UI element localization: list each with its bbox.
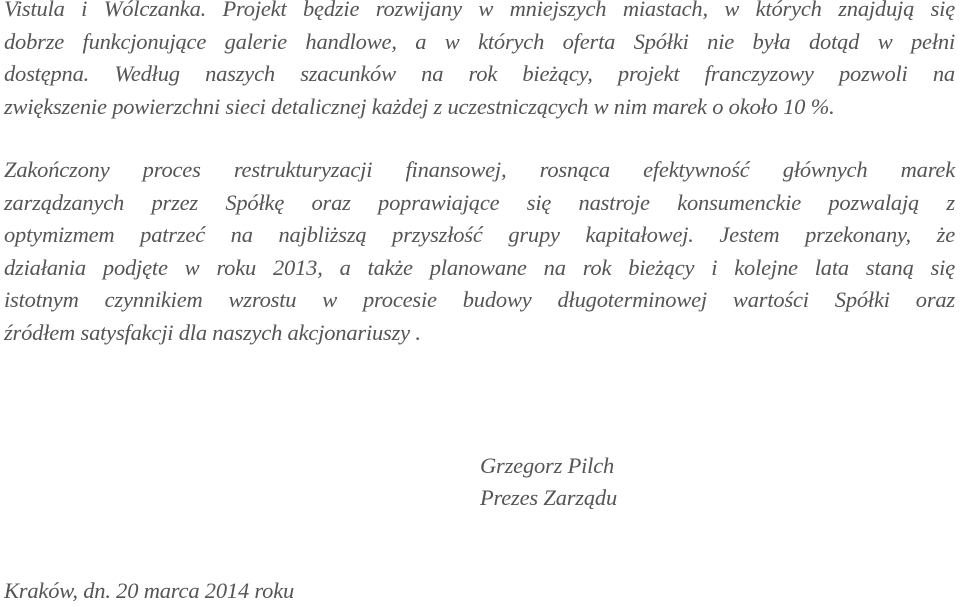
paragraph-line: zarządzanych przez Spółkę oraz poprawiające się nastroje konsumenckie pozwalają z <box>4 189 955 215</box>
paragraph-line: działania podjęte w roku 2013, a także planowane na rok bieżący i kolejne lata staną się <box>4 254 955 280</box>
paragraph-line: istotnym czynnikiem wzrostu w procesie budowy długoterminowej wartości Spółki oraz <box>4 287 955 312</box>
signatory-name: Grzegorz Pilch <box>480 453 615 478</box>
paragraph-line: Vistula i Wólczanka. Projekt będzie rozwijany w mniejszych miastach, w których znajdują się <box>4 0 955 21</box>
place-and-date: Kraków, dn. 20 marca 2014 roku <box>4 578 295 603</box>
paragraph-line: dostępna. Według naszych szacunków na rok bieżący, projekt franczyzowy pozwoli na <box>4 61 955 86</box>
signatory-title: Prezes Zarządu <box>480 485 618 510</box>
paragraph-line: zwiększenie powierzchni sieci detalicznej każdej z uczestniczących w nim marek o około 10 %. <box>4 93 835 119</box>
paragraph-line: Zakończony proces restrukturyzacji finansowej, rosnąca efektywność głównych marek <box>4 157 955 182</box>
paragraph-line: źródłem satysfakcji dla naszych akcjonariuszy . <box>4 319 421 345</box>
paragraph-franchise-project <box>4 0 955 123</box>
paragraph-line: dobrze funkcjonujące galerie handlowe, a w których oferta Spółki nie była dotąd w pełni <box>4 28 955 54</box>
paragraph-line: optymizmem patrzeć na najbliższą przyszłość grupy kapitałowej. Jestem przekonany, że <box>4 222 955 247</box>
signature-block <box>480 450 617 514</box>
paragraph-outlook <box>4 154 955 349</box>
